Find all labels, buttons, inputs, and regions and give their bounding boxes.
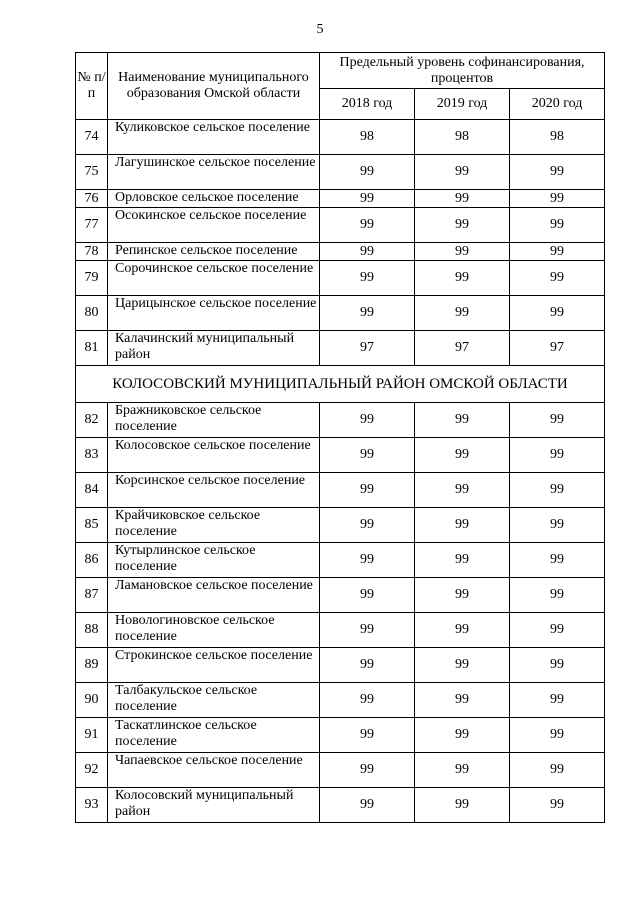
value-2019: 99: [415, 543, 510, 578]
municipality-name: Орловское сельское поселение: [108, 190, 320, 208]
table-row: [76, 788, 605, 823]
value-2018: 99: [320, 403, 415, 438]
table-row: [76, 243, 605, 261]
row-number: 77: [76, 208, 108, 243]
page-number: 5: [316, 22, 324, 37]
value-2018: 98: [320, 120, 415, 155]
value-2018: 99: [320, 543, 415, 578]
municipality-name: Бражниковское сельское поселение: [108, 403, 320, 438]
value-2018: 99: [320, 438, 415, 473]
header-group: Предельный уровень софинансирования, процентов: [320, 53, 605, 89]
municipality-name: Калачинский муниципальный район: [108, 331, 320, 366]
municipality-name: Колосовское сельское поселение: [108, 438, 320, 473]
row-number: 84: [76, 473, 108, 508]
value-2018: 99: [320, 718, 415, 753]
row-number: 91: [76, 718, 108, 753]
value-2020: 99: [510, 473, 605, 508]
value-2018: 99: [320, 508, 415, 543]
table-row: [76, 648, 605, 683]
row-number: 83: [76, 438, 108, 473]
municipality-name: Таскатлинское сельское поселение: [108, 718, 320, 753]
value-2020: 99: [510, 190, 605, 208]
municipality-name: Лагушинское сельское поселение: [108, 155, 320, 190]
row-number: 75: [76, 155, 108, 190]
row-number: 86: [76, 543, 108, 578]
row-number: 74: [76, 120, 108, 155]
row-number: 82: [76, 403, 108, 438]
section-row: [76, 366, 605, 403]
municipality-name: Царицынское сельское поселение: [108, 296, 320, 331]
row-number: 78: [76, 243, 108, 261]
table-row: [76, 438, 605, 473]
row-number: 79: [76, 261, 108, 296]
row-number: 80: [76, 296, 108, 331]
municipality-name: Колосовский муниципальный район: [108, 788, 320, 823]
value-2018: 99: [320, 190, 415, 208]
table-body-part2: [76, 403, 605, 823]
header-year-2019: 2019 год: [415, 89, 510, 120]
header-num: № п/п: [76, 53, 108, 120]
value-2020: 99: [510, 753, 605, 788]
table-row: [76, 190, 605, 208]
table-row: [76, 543, 605, 578]
value-2018: 99: [320, 578, 415, 613]
row-number: 89: [76, 648, 108, 683]
municipality-name: Куликовское сельское поселение: [108, 120, 320, 155]
municipality-name: Корсинское сельское поселение: [108, 473, 320, 508]
value-2019: 99: [415, 438, 510, 473]
municipality-name: Чапаевское сельское поселение: [108, 753, 320, 788]
table-row: [76, 683, 605, 718]
header-year-2018: 2018 год: [320, 89, 415, 120]
municipality-name: Талбакульское сельское поселение: [108, 683, 320, 718]
header-row-1: [76, 53, 605, 89]
value-2020: 99: [510, 508, 605, 543]
value-2019: 99: [415, 243, 510, 261]
table-row: [76, 753, 605, 788]
value-2019: 99: [415, 578, 510, 613]
value-2019: 99: [415, 190, 510, 208]
value-2020: 99: [510, 648, 605, 683]
table-row: [76, 331, 605, 366]
value-2019: 99: [415, 683, 510, 718]
value-2018: 99: [320, 788, 415, 823]
table-row: [76, 508, 605, 543]
value-2020: 99: [510, 296, 605, 331]
value-2019: 97: [415, 331, 510, 366]
row-number: 81: [76, 331, 108, 366]
value-2018: 99: [320, 648, 415, 683]
value-2020: 99: [510, 718, 605, 753]
value-2018: 99: [320, 243, 415, 261]
value-2020: 99: [510, 243, 605, 261]
value-2020: 98: [510, 120, 605, 155]
value-2020: 99: [510, 261, 605, 296]
municipality-name: Ламановское сельское поселение: [108, 578, 320, 613]
value-2019: 99: [415, 473, 510, 508]
value-2018: 99: [320, 473, 415, 508]
value-2020: 99: [510, 543, 605, 578]
section-title: КОЛОСОВСКИЙ МУНИЦИПАЛЬНЫЙ РАЙОН ОМСКОЙ ОБЛАСТИ: [76, 366, 605, 403]
row-number: 90: [76, 683, 108, 718]
value-2020: 97: [510, 331, 605, 366]
value-2019: 98: [415, 120, 510, 155]
table-row: [76, 578, 605, 613]
value-2020: 99: [510, 578, 605, 613]
value-2020: 99: [510, 683, 605, 718]
municipality-name: Кутырлинское сельское поселение: [108, 543, 320, 578]
row-number: 93: [76, 788, 108, 823]
value-2018: 99: [320, 753, 415, 788]
municipality-name: Репинское сельское поселение: [108, 243, 320, 261]
row-number: 76: [76, 190, 108, 208]
table-row: [76, 208, 605, 243]
table-row: [76, 120, 605, 155]
value-2019: 99: [415, 296, 510, 331]
table-row: [76, 473, 605, 508]
cofinancing-table: [75, 52, 605, 823]
row-number: 88: [76, 613, 108, 648]
municipality-name: Крайчиковское сельское поселение: [108, 508, 320, 543]
value-2019: 99: [415, 788, 510, 823]
value-2019: 99: [415, 403, 510, 438]
value-2020: 99: [510, 403, 605, 438]
value-2020: 99: [510, 788, 605, 823]
table-row: [76, 261, 605, 296]
value-2019: 99: [415, 753, 510, 788]
value-2019: 99: [415, 613, 510, 648]
value-2019: 99: [415, 261, 510, 296]
row-number: 87: [76, 578, 108, 613]
table-row: [76, 296, 605, 331]
municipality-name: Строкинское сельское поселение: [108, 648, 320, 683]
section-body: [76, 366, 605, 403]
value-2020: 99: [510, 613, 605, 648]
table-row: [76, 613, 605, 648]
header-name: Наименование муниципального образования Омской области: [108, 53, 320, 120]
table-row: [76, 155, 605, 190]
value-2019: 99: [415, 648, 510, 683]
value-2018: 99: [320, 613, 415, 648]
value-2019: 99: [415, 208, 510, 243]
row-number: 85: [76, 508, 108, 543]
municipality-name: Осокинское сельское поселение: [108, 208, 320, 243]
table-body-part1: [76, 120, 605, 366]
value-2018: 99: [320, 261, 415, 296]
value-2020: 99: [510, 208, 605, 243]
value-2018: 97: [320, 331, 415, 366]
value-2018: 99: [320, 683, 415, 718]
municipality-name: Сорочинское сельское поселение: [108, 261, 320, 296]
table-row: [76, 718, 605, 753]
value-2018: 99: [320, 208, 415, 243]
value-2018: 99: [320, 155, 415, 190]
table-row: [76, 403, 605, 438]
header-year-2020: 2020 год: [510, 89, 605, 120]
value-2019: 99: [415, 155, 510, 190]
value-2019: 99: [415, 718, 510, 753]
value-2018: 99: [320, 296, 415, 331]
municipality-name: Новологиновское сельское поселение: [108, 613, 320, 648]
value-2020: 99: [510, 155, 605, 190]
value-2020: 99: [510, 438, 605, 473]
value-2019: 99: [415, 508, 510, 543]
row-number: 92: [76, 753, 108, 788]
